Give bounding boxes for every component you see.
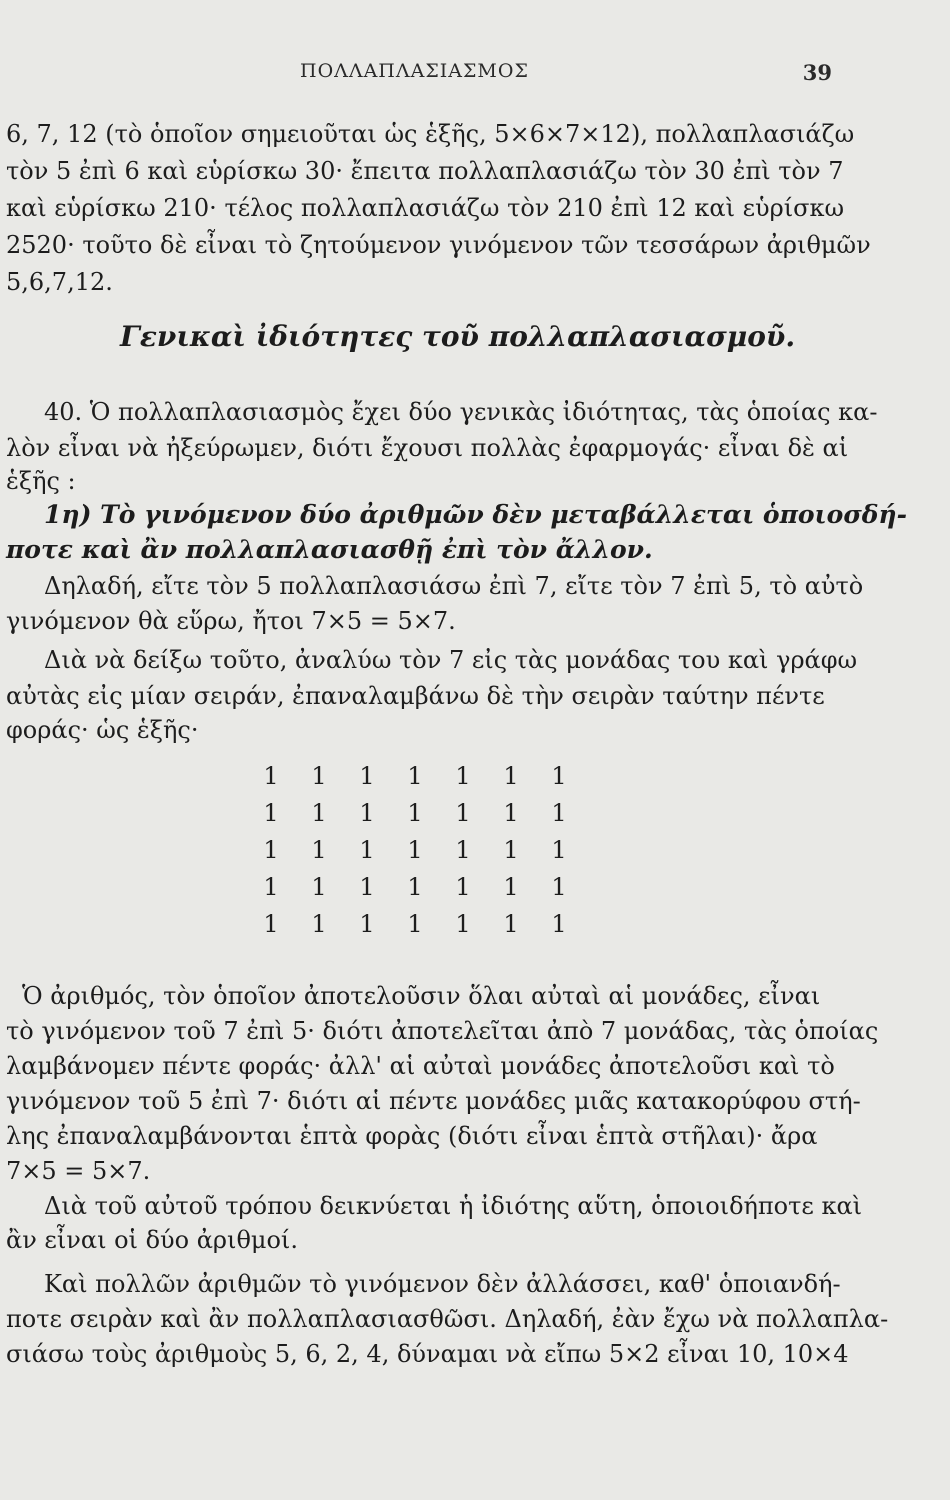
grid-cell: 1 [263, 910, 279, 938]
grid-cell: 1 [407, 910, 423, 938]
grid-cell: 1 [551, 836, 567, 864]
text-line: σιάσω τοὺς ἀριθμοὺς 5, 6, 2, 4, δύναμαι νὰ εἴπω 5×2 εἶναι 10, 10×4 [6, 1340, 849, 1368]
text-line: λὸν εἶναι νὰ ἠξεύρωμεν, διότι ἔχουσι πολλὰς ἐφαρμογάς· εἶναι δὲ αἱ [6, 434, 849, 462]
text-line: Διὰ νὰ δείξω τοῦτο, ἀναλύω τὸν 7 εἰς τὰς μονάδας του καὶ γράφω [44, 646, 858, 674]
grid-row [256, 836, 586, 868]
grid-cell: 1 [407, 762, 423, 790]
grid-cell: 1 [455, 836, 471, 864]
grid-cell: 1 [551, 762, 567, 790]
grid-cell: 1 [503, 799, 519, 827]
property-line: 1η) Τὸ γινόμενον δύο ἀριθμῶν δὲν μεταβάλλεται ὁποιοσδή- [44, 500, 907, 529]
grid-row [256, 910, 586, 942]
grid-cell: 1 [359, 799, 375, 827]
section-heading: Γενικαὶ ἰδιότητες τοῦ πολλαπλασιασμοῦ. [120, 320, 796, 353]
grid-row [256, 799, 586, 831]
text-line: γινόμενον θὰ εὕρω, ἤτοι 7×5 = 5×7. [6, 607, 456, 635]
units-grid [256, 762, 586, 942]
grid-cell: 1 [263, 873, 279, 901]
text-line: Διὰ τοῦ αὐτοῦ τρόπου δεικνύεται ἡ ἰδιότης αὕτη, ὁποιοιδήποτε καὶ [44, 1192, 863, 1220]
grid-cell: 1 [503, 910, 519, 938]
running-head: ΠΟΛΛΑΠΛΑΣΙΑΣΜΟΣ [300, 60, 529, 82]
grid-cell: 1 [455, 910, 471, 938]
grid-cell: 1 [311, 799, 327, 827]
grid-cell: 1 [503, 836, 519, 864]
grid-cell: 1 [407, 873, 423, 901]
grid-cell: 1 [455, 762, 471, 790]
property-line: ποτε καὶ ἂν πολλαπλασιασθῇ ἐπὶ τὸν ἄλλον. [6, 535, 653, 564]
grid-cell: 1 [263, 836, 279, 864]
grid-cell: 1 [407, 836, 423, 864]
text-line: τὸν 5 ἐπὶ 6 καὶ εὑρίσκω 30· ἔπειτα πολλαπλασιάζω τὸν 30 ἐπὶ τὸν 7 [6, 157, 844, 185]
text-line: ποτε σειρὰν καὶ ἂν πολλαπλασιασθῶσι. Δηλαδή, ἐὰν ἔχω νὰ πολλαπλα- [6, 1305, 889, 1333]
text-line: λαμβάνομεν πέντε φοράς· ἀλλ' αἱ αὐταὶ μονάδες ἀποτελοῦσι καὶ τὸ [6, 1052, 835, 1080]
page-header [0, 60, 950, 90]
grid-cell: 1 [311, 910, 327, 938]
grid-row [256, 873, 586, 905]
grid-cell: 1 [263, 799, 279, 827]
text-line: 5,6,7,12. [6, 268, 113, 296]
grid-cell: 1 [551, 799, 567, 827]
grid-cell: 1 [359, 762, 375, 790]
grid-cell: 1 [311, 836, 327, 864]
text-line: 7×5 = 5×7. [6, 1157, 151, 1185]
grid-row [256, 762, 586, 794]
text-line: γινόμενον τοῦ 5 ἐπὶ 7· διότι αἱ πέντε μονάδες μιᾶς κατακορύφου στή- [6, 1087, 861, 1115]
text-line: Δηλαδή, εἴτε τὸν 5 πολλαπλασιάσω ἐπὶ 7, εἴτε τὸν 7 ἐπὶ 5, τὸ αὐτὸ [44, 572, 864, 600]
grid-cell: 1 [455, 873, 471, 901]
text-line: φοράς· ὡς ἑξῆς· [6, 716, 199, 744]
grid-cell: 1 [359, 873, 375, 901]
text-line: 6, 7, 12 (τὸ ὁποῖον σημειοῦται ὡς ἑξῆς, 5×6×7×12), πολλαπλασιάζω [6, 120, 855, 148]
text-line: Καὶ πολλῶν ἀριθμῶν τὸ γινόμενον δὲν ἀλλάσσει, καθ' ὁποιανδή- [44, 1270, 841, 1298]
grid-cell: 1 [503, 762, 519, 790]
text-line: τὸ γινόμενον τοῦ 7 ἐπὶ 5· διότι ἀποτελεῖται ἀπὸ 7 μονάδας, τὰς ὁποίας [6, 1017, 879, 1045]
page-number: 39 [802, 60, 832, 85]
text-line: 40. Ὁ πολλαπλασιασμὸς ἔχει δύο γενικὰς ἰδιότητας, τὰς ὁποίας κα- [44, 398, 878, 426]
grid-cell: 1 [359, 910, 375, 938]
text-line: ἂν εἶναι οἱ δύο ἀριθμοί. [6, 1226, 298, 1254]
text-line: λης ἐπαναλαμβάνονται ἑπτὰ φορὰς (διότι εἶναι ἑπτὰ στῆλαι)· ἄρα [6, 1122, 818, 1150]
grid-cell: 1 [503, 873, 519, 901]
text-line: αὐτὰς εἰς μίαν σειράν, ἐπαναλαμβάνω δὲ τὴν σειρὰν ταύτην πέντε [6, 682, 825, 710]
text-line: ἑξῆς : [6, 467, 76, 495]
grid-cell: 1 [551, 873, 567, 901]
text-line: Ὁ ἀριθμός, τὸν ὁποῖον ἀποτελοῦσιν ὅλαι αὐταὶ αἱ μονάδες, εἶναι [22, 982, 821, 1010]
grid-cell: 1 [551, 910, 567, 938]
grid-cell: 1 [455, 799, 471, 827]
text-line: 2520· τοῦτο δὲ εἶναι τὸ ζητούμενον γινόμενον τῶν τεσσάρων ἀριθμῶν [6, 231, 871, 259]
text-line: καὶ εὑρίσκω 210· τέλος πολλαπλασιάζω τὸν 210 ἐπὶ 12 καὶ εὑρίσκω [6, 194, 845, 222]
grid-cell: 1 [311, 762, 327, 790]
grid-cell: 1 [263, 762, 279, 790]
grid-cell: 1 [311, 873, 327, 901]
grid-cell: 1 [407, 799, 423, 827]
grid-cell: 1 [359, 836, 375, 864]
